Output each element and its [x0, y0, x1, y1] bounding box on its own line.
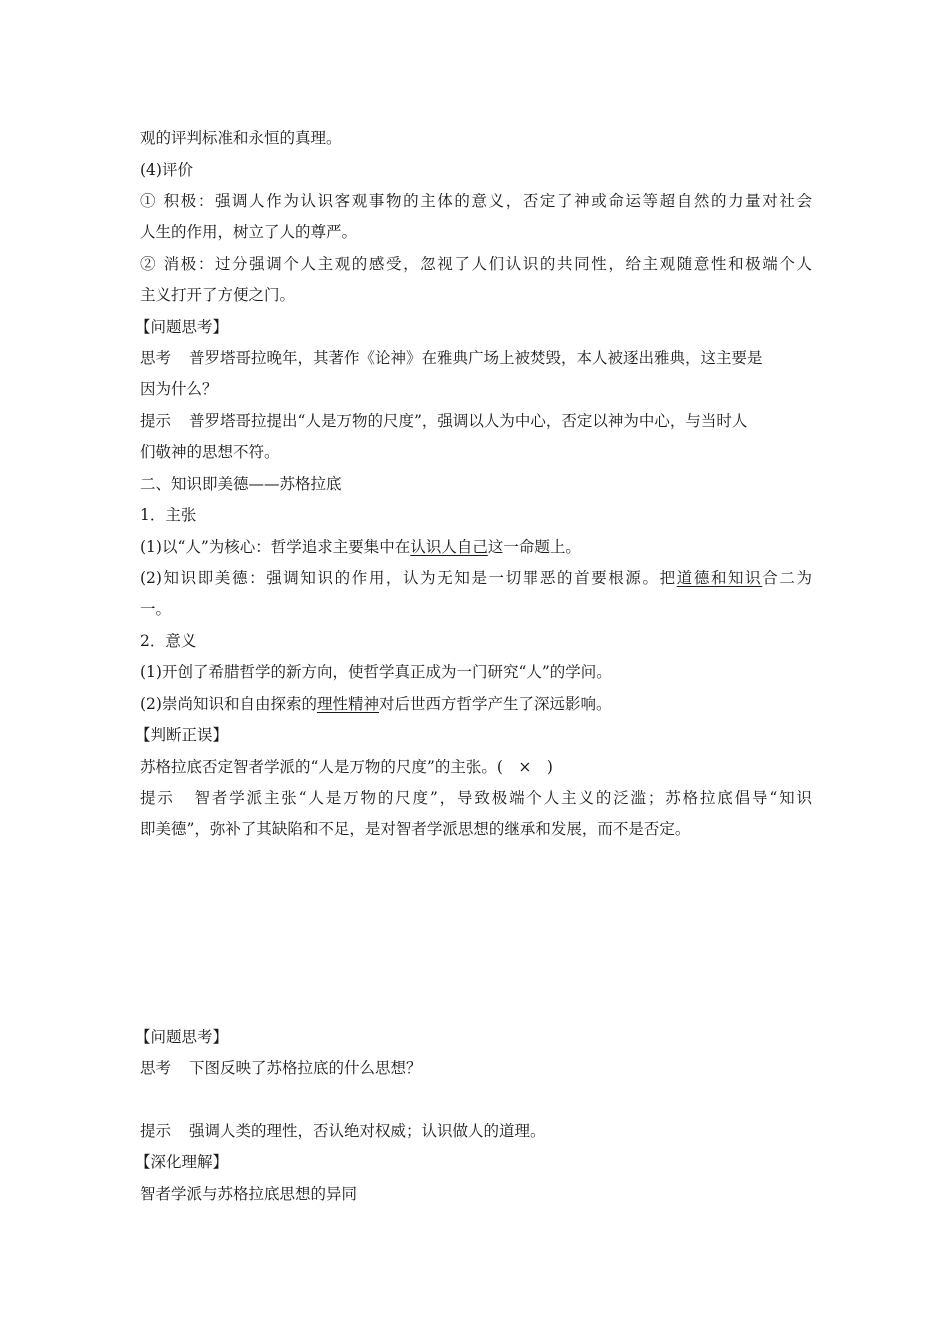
hint-line: 即美德”，弥补了其缺陷和不足，是对智者学派思想的继承和发展，而不是否定。 — [140, 820, 691, 838]
question-label: 思考 — [140, 349, 172, 367]
section-heading-deepen: 【深化理解】 — [135, 1153, 229, 1171]
hint-label: 提示 — [140, 1122, 172, 1140]
text-line: 一。 — [140, 600, 172, 618]
section-title: 二、知识即美德——苏格拉底 — [140, 475, 342, 493]
text-line: 人生的作用，树立了人的尊严。 — [140, 223, 358, 241]
question-text: 下图反映了苏格拉底的什么思想？ — [189, 1059, 422, 1077]
text-line: ② 消极：过分强调个人主观的感受，忽视了人们认识的共同性，给主观随意性和极端个人 — [140, 255, 812, 273]
question-line — [140, 1057, 812, 1079]
hint-label: 提示 — [140, 412, 172, 430]
key-term: 理性精神 — [316, 695, 379, 713]
hint-line — [140, 410, 812, 432]
text-fragment: 合二为 — [762, 569, 812, 587]
question-label: 思考 — [140, 1059, 172, 1077]
text-fragment: 这一命题上。 — [487, 538, 581, 556]
hint-line — [140, 787, 812, 809]
key-term: 认识人自己 — [410, 538, 488, 556]
hint-line: 们敬神的思想不符。 — [140, 443, 280, 461]
text-fragment: (1)以“人”为核心：哲学追求主要集中在 — [140, 538, 411, 556]
subheading: 1．主张 — [140, 506, 197, 524]
question-line — [140, 347, 812, 369]
hint-text: 普罗塔哥拉提出“人是万物的尺度”，强调以人为中心，否定以神为中心，与当时人 — [189, 412, 748, 430]
text-line — [140, 536, 812, 558]
hint-label: 提示 — [140, 789, 175, 807]
text-fragment: (2)知识即美德：强调知识的作用，认为无知是一切罪恶的首要根源。把 — [140, 569, 677, 587]
judgement-statement: 苏格拉底否定智者学派的“人是万物的尺度”的主张。( × ) — [140, 758, 553, 776]
section-heading-question: 【问题思考】 — [135, 1028, 229, 1046]
text-line — [140, 693, 812, 715]
text-line: ① 积极：强调人作为认识客观事物的主体的意义，否定了神或命运等超自然的力量对社会 — [140, 192, 812, 210]
text-line: 主义打开了方便之门。 — [140, 286, 296, 304]
key-term: 道德和知识 — [676, 569, 763, 587]
hint-text: 强调人类的理性，否认绝对权威；认识做人的道理。 — [189, 1122, 546, 1140]
text-fragment: (2)崇尚知识和自由探索的 — [140, 695, 317, 713]
text-line — [140, 567, 812, 589]
question-line: 因为什么？ — [140, 380, 218, 398]
hint-text: 智者学派主张“人是万物的尺度”，导致极端个人主义的泛滥；苏格拉底倡导“知识 — [192, 789, 812, 807]
hint-line — [140, 1120, 812, 1142]
section-heading-question: 【问题思考】 — [135, 318, 229, 336]
text-line: 智者学派与苏格拉底思想的异同 — [140, 1185, 358, 1203]
text-line: (1)开创了希腊哲学的新方向，使哲学真正成为一门研究“人”的学问。 — [140, 663, 612, 681]
text-line: 观的评判标准和永恒的真理。 — [140, 129, 342, 147]
subheading: 2．意义 — [140, 632, 197, 650]
section-heading-judgement: 【判断正误】 — [135, 726, 229, 744]
text-fragment: 对后世西方哲学产生了深远影响。 — [378, 695, 612, 713]
question-text: 普罗塔哥拉晚年，其著作《论神》在雅典广场上被焚毁，本人被逐出雅典，这主要是 — [189, 349, 763, 367]
subheading-evaluation: (4)评价 — [140, 161, 193, 179]
